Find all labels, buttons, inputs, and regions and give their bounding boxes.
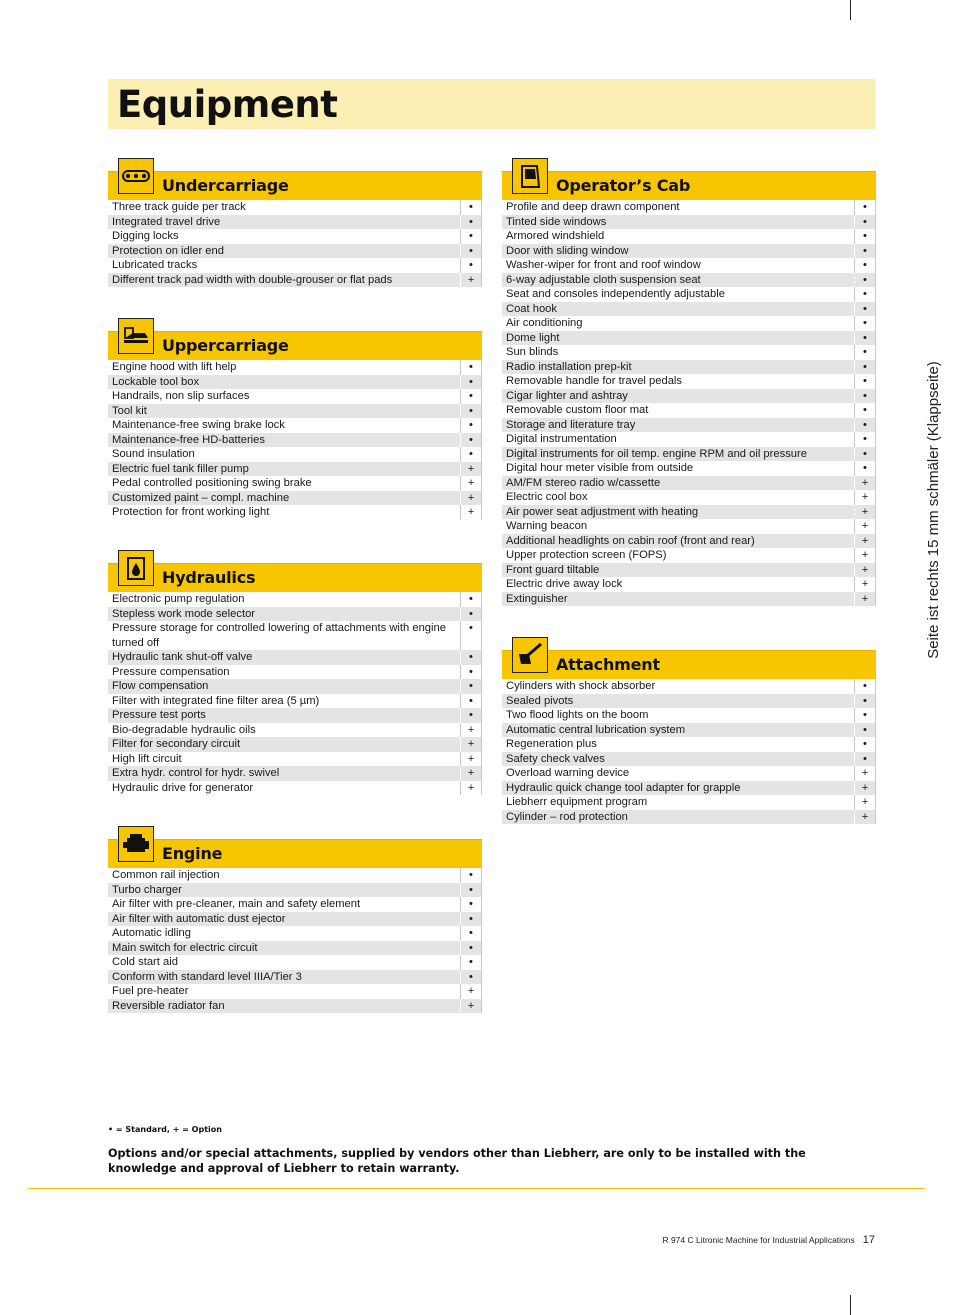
list-item	[108, 752, 481, 767]
list-item	[502, 200, 875, 215]
hydraulic-tank-icon	[118, 550, 154, 586]
item-mark: •	[460, 433, 481, 448]
item-mark: +	[460, 766, 481, 781]
footer	[662, 1234, 875, 1246]
list-item	[502, 694, 875, 709]
uppercarriage-section	[108, 331, 482, 520]
list-item	[108, 418, 481, 433]
engine-list	[108, 868, 482, 1013]
item-label: Lubricated tracks	[108, 258, 460, 273]
uppercarriage-title: Uppercarriage	[162, 336, 289, 355]
list-item	[502, 476, 875, 491]
item-label: Maintenance-free HD-batteries	[108, 433, 460, 448]
item-mark: •	[460, 404, 481, 419]
item-label: Pressure storage for controlled lowering of attachments with engine turned off	[108, 621, 460, 650]
list-item	[108, 244, 481, 259]
item-mark: •	[854, 447, 875, 462]
item-mark: +	[854, 577, 875, 592]
item-label: Seat and consoles independently adjustable	[502, 287, 854, 302]
item-label: Overload warning device	[502, 766, 854, 781]
item-label: Sun blinds	[502, 345, 854, 360]
list-item	[502, 461, 875, 476]
item-mark: +	[854, 476, 875, 491]
attachment-section	[502, 650, 876, 824]
item-mark: •	[460, 708, 481, 723]
list-item	[502, 519, 875, 534]
list-item	[502, 534, 875, 549]
list-item	[108, 723, 481, 738]
item-label: Removable custom floor mat	[502, 403, 854, 418]
item-label: Turbo charger	[108, 883, 460, 898]
item-mark: •	[460, 955, 481, 970]
item-mark: •	[460, 941, 481, 956]
crop-mark-bottom	[850, 1295, 851, 1315]
list-item	[108, 694, 481, 709]
item-label: Protection for front working light	[108, 505, 460, 520]
item-mark: +	[460, 737, 481, 752]
list-item	[108, 273, 481, 288]
item-label: Hydraulic tank shut-off valve	[108, 650, 460, 665]
item-mark: •	[460, 418, 481, 433]
item-mark: •	[460, 258, 481, 273]
item-label: Automatic idling	[108, 926, 460, 941]
item-mark: +	[854, 505, 875, 520]
item-mark: •	[854, 723, 875, 738]
list-item	[108, 897, 481, 912]
item-mark: +	[854, 519, 875, 534]
item-label: Tinted side windows	[502, 215, 854, 230]
item-label: Hydraulic quick change tool adapter for grapple	[502, 781, 854, 796]
item-mark: •	[854, 679, 875, 694]
item-mark: •	[460, 389, 481, 404]
item-mark: •	[854, 694, 875, 709]
item-mark: +	[854, 810, 875, 825]
list-item	[108, 200, 481, 215]
list-item	[108, 229, 481, 244]
item-label: Different track pad width with double-grouser or flat pads	[108, 273, 460, 288]
bucket-attachment-icon	[512, 637, 548, 673]
legend: • = Standard, + = Option	[108, 1125, 222, 1134]
item-label: Digital instrumentation	[502, 432, 854, 447]
item-mark: +	[460, 752, 481, 767]
item-mark: •	[460, 244, 481, 259]
item-mark: •	[854, 200, 875, 215]
list-item	[502, 490, 875, 505]
engine-title: Engine	[162, 844, 223, 863]
item-mark: +	[460, 505, 481, 520]
list-item	[502, 810, 875, 825]
list-item	[502, 781, 875, 796]
item-mark: •	[460, 897, 481, 912]
uppercarriage-header	[108, 331, 482, 360]
uppercarriage-icon	[118, 318, 154, 354]
item-label: Storage and literature tray	[502, 418, 854, 433]
item-label: Pedal controlled positioning swing brake	[108, 476, 460, 491]
list-item	[502, 287, 875, 302]
list-item	[108, 883, 481, 898]
list-item	[502, 447, 875, 462]
item-mark: •	[854, 302, 875, 317]
item-mark: •	[854, 374, 875, 389]
item-label: Extinguisher	[502, 592, 854, 607]
list-item	[502, 795, 875, 810]
item-mark: •	[854, 345, 875, 360]
item-mark: •	[460, 679, 481, 694]
item-mark: •	[854, 258, 875, 273]
list-item	[502, 679, 875, 694]
hydraulics-list	[108, 592, 482, 795]
list-item	[108, 447, 481, 462]
engine-icon	[118, 826, 154, 862]
list-item	[502, 244, 875, 259]
item-mark: •	[854, 752, 875, 767]
list-item	[108, 941, 481, 956]
list-item	[108, 650, 481, 665]
list-item	[108, 491, 481, 506]
title-band	[108, 79, 875, 129]
item-label: Fuel pre-heater	[108, 984, 460, 999]
list-item	[108, 926, 481, 941]
item-label: Cold start aid	[108, 955, 460, 970]
item-label: Upper protection screen (FOPS)	[502, 548, 854, 563]
engine-section	[108, 839, 482, 1013]
item-label: Flow compensation	[108, 679, 460, 694]
item-mark: •	[854, 403, 875, 418]
item-mark: +	[460, 999, 481, 1014]
side-note	[925, 361, 947, 659]
item-mark: +	[460, 984, 481, 999]
hydraulics-title: Hydraulics	[162, 568, 256, 587]
item-label: Customized paint – compl. machine	[108, 491, 460, 506]
item-mark: •	[460, 621, 481, 650]
item-label: Coat hook	[502, 302, 854, 317]
item-label: Lockable tool box	[108, 375, 460, 390]
item-label: Automatic central lubrication system	[502, 723, 854, 738]
list-item	[502, 505, 875, 520]
item-mark: +	[460, 462, 481, 477]
item-label: Three track guide per track	[108, 200, 460, 215]
item-label: Sealed pivots	[502, 694, 854, 709]
item-mark: •	[854, 316, 875, 331]
list-item	[502, 737, 875, 752]
item-label: Stepless work mode selector	[108, 607, 460, 622]
undercarriage-header	[108, 171, 482, 200]
item-label: 6-way adjustable cloth suspension seat	[502, 273, 854, 288]
list-item	[108, 592, 481, 607]
list-item	[108, 375, 481, 390]
attachment-list	[502, 679, 876, 824]
item-label: Reversible radiator fan	[108, 999, 460, 1014]
item-label: Cylinders with shock absorber	[502, 679, 854, 694]
list-item	[502, 258, 875, 273]
item-mark: +	[854, 766, 875, 781]
undercarriage-section	[108, 171, 482, 287]
warranty-note: Options and/or special attachments, supplied by vendors other than Liebherr, are only to be installed with the knowledge and approval of Liebherr to retain warranty.	[108, 1147, 806, 1175]
item-label: Armored windshield	[502, 229, 854, 244]
item-mark: •	[854, 244, 875, 259]
item-mark: +	[854, 563, 875, 578]
item-mark: •	[854, 215, 875, 230]
item-label: Bio-degradable hydraulic oils	[108, 723, 460, 738]
item-label: Conform with standard level IIIA/Tier 3	[108, 970, 460, 985]
list-item	[108, 389, 481, 404]
list-item	[108, 999, 481, 1014]
item-mark: •	[460, 200, 481, 215]
list-item	[502, 374, 875, 389]
item-label: Digging locks	[108, 229, 460, 244]
item-label: Integrated travel drive	[108, 215, 460, 230]
item-mark: +	[854, 781, 875, 796]
item-label: Door with sliding window	[502, 244, 854, 259]
item-mark: •	[460, 868, 481, 883]
item-mark: •	[854, 360, 875, 375]
item-mark: •	[854, 418, 875, 433]
item-label: Filter for secondary circuit	[108, 737, 460, 752]
hydraulics-section	[108, 563, 482, 795]
list-item	[502, 723, 875, 738]
item-label: AM/FM stereo radio w/cassette	[502, 476, 854, 491]
item-label: Digital instruments for oil temp. engine RPM and oil pressure	[502, 447, 854, 462]
item-label: Air conditioning	[502, 316, 854, 331]
item-label: Air filter with pre-cleaner, main and safety element	[108, 897, 460, 912]
item-label: Front guard tiltable	[502, 563, 854, 578]
item-label: Electric fuel tank filler pump	[108, 462, 460, 477]
item-mark: •	[854, 737, 875, 752]
item-mark: •	[460, 665, 481, 680]
list-item	[108, 462, 481, 477]
list-item	[108, 955, 481, 970]
operator-cab-section	[502, 171, 876, 606]
item-label: Washer-wiper for front and roof window	[502, 258, 854, 273]
list-item	[108, 433, 481, 448]
list-item	[108, 781, 481, 796]
item-label: Main switch for electric circuit	[108, 941, 460, 956]
item-mark: +	[460, 781, 481, 796]
list-item	[502, 548, 875, 563]
page-title: Equipment	[117, 83, 338, 126]
item-mark: •	[460, 215, 481, 230]
item-mark: •	[460, 607, 481, 622]
uppercarriage-list	[108, 360, 482, 520]
item-label: Dome light	[502, 331, 854, 346]
list-item	[108, 665, 481, 680]
item-label: Common rail injection	[108, 868, 460, 883]
item-mark: •	[460, 360, 481, 375]
list-item	[108, 679, 481, 694]
item-mark: •	[460, 447, 481, 462]
undercarriage-title: Undercarriage	[162, 176, 289, 195]
item-mark: •	[854, 273, 875, 288]
item-label: Pressure test ports	[108, 708, 460, 723]
list-item	[502, 331, 875, 346]
item-mark: +	[460, 273, 481, 288]
item-mark: •	[854, 287, 875, 302]
list-item	[108, 970, 481, 985]
item-mark: •	[460, 229, 481, 244]
item-mark: +	[854, 795, 875, 810]
item-mark: •	[460, 926, 481, 941]
list-item	[502, 708, 875, 723]
item-label: Liebherr equipment program	[502, 795, 854, 810]
list-item	[108, 621, 481, 650]
item-label: Hydraulic drive for generator	[108, 781, 460, 796]
item-label: Tool kit	[108, 404, 460, 419]
engine-header	[108, 839, 482, 868]
item-label: Electric drive away lock	[502, 577, 854, 592]
footer-text: R 974 C Litronic Machine for Industrial Applications	[662, 1235, 855, 1245]
item-label: Electric cool box	[502, 490, 854, 505]
list-item	[108, 737, 481, 752]
list-item	[502, 563, 875, 578]
item-mark: +	[854, 534, 875, 549]
item-mark: •	[460, 375, 481, 390]
list-item	[502, 345, 875, 360]
item-mark: +	[460, 723, 481, 738]
item-mark: •	[460, 592, 481, 607]
list-item	[502, 215, 875, 230]
footer-rule	[28, 1188, 925, 1189]
crop-mark-top	[850, 0, 851, 20]
operator-cab-list	[502, 200, 876, 606]
item-label: Additional headlights on cabin roof (front and rear)	[502, 534, 854, 549]
undercarriage-list	[108, 200, 482, 287]
item-label: Maintenance-free swing brake lock	[108, 418, 460, 433]
item-label: Cylinder – rod protection	[502, 810, 854, 825]
item-mark: •	[854, 432, 875, 447]
item-label: Regeneration plus	[502, 737, 854, 752]
page-number: 17	[862, 1234, 875, 1246]
list-item	[502, 418, 875, 433]
item-label: Two flood lights on the boom	[502, 708, 854, 723]
list-item	[502, 752, 875, 767]
list-item	[108, 505, 481, 520]
list-item	[108, 476, 481, 491]
item-label: Profile and deep drawn component	[502, 200, 854, 215]
list-item	[108, 360, 481, 375]
item-mark: •	[460, 694, 481, 709]
list-item	[502, 360, 875, 375]
item-label: Engine hood with lift help	[108, 360, 460, 375]
item-mark: •	[854, 331, 875, 346]
item-mark: •	[460, 650, 481, 665]
item-mark: •	[460, 883, 481, 898]
item-mark: +	[460, 476, 481, 491]
list-item	[108, 766, 481, 781]
list-item	[502, 316, 875, 331]
list-item	[108, 404, 481, 419]
operator-cab-icon	[512, 158, 548, 194]
list-item	[502, 273, 875, 288]
list-item	[108, 984, 481, 999]
item-mark: •	[854, 389, 875, 404]
item-mark: •	[460, 970, 481, 985]
item-mark: +	[854, 548, 875, 563]
item-label: Air power seat adjustment with heating	[502, 505, 854, 520]
item-label: Digital hour meter visible from outside	[502, 461, 854, 476]
item-label: Air filter with automatic dust ejector	[108, 912, 460, 927]
list-item	[108, 215, 481, 230]
hydraulics-header	[108, 563, 482, 592]
side-note-text: Seite ist rechts 15 mm schmäler (Klappseite)	[925, 361, 942, 659]
item-label: Handrails, non slip surfaces	[108, 389, 460, 404]
crawler-track-icon	[118, 158, 154, 194]
item-label: Electronic pump regulation	[108, 592, 460, 607]
item-label: Filter with integrated fine filter area (5 µm)	[108, 694, 460, 709]
item-label: Safety check valves	[502, 752, 854, 767]
list-item	[502, 302, 875, 317]
item-mark: +	[854, 592, 875, 607]
item-mark: •	[854, 229, 875, 244]
attachment-title: Attachment	[556, 655, 660, 674]
list-item	[108, 912, 481, 927]
list-item	[108, 258, 481, 273]
item-label: Cigar lighter and ashtray	[502, 389, 854, 404]
item-label: Protection on idler end	[108, 244, 460, 259]
attachment-header	[502, 650, 876, 679]
item-label: Radio installation prep-kit	[502, 360, 854, 375]
item-mark: +	[460, 491, 481, 506]
list-item	[502, 229, 875, 244]
list-item	[502, 432, 875, 447]
item-label: Removable handle for travel pedals	[502, 374, 854, 389]
list-item	[108, 607, 481, 622]
list-item	[502, 577, 875, 592]
item-mark: •	[460, 912, 481, 927]
list-item	[502, 766, 875, 781]
item-mark: •	[854, 708, 875, 723]
list-item	[108, 708, 481, 723]
item-label: High lift circuit	[108, 752, 460, 767]
item-label: Warning beacon	[502, 519, 854, 534]
item-mark: •	[854, 461, 875, 476]
list-item	[108, 868, 481, 883]
item-mark: +	[854, 490, 875, 505]
list-item	[502, 389, 875, 404]
operator-cab-header	[502, 171, 876, 200]
list-item	[502, 403, 875, 418]
operator-cab-title: Operator’s Cab	[556, 176, 691, 195]
item-label: Extra hydr. control for hydr. swivel	[108, 766, 460, 781]
item-label: Sound insulation	[108, 447, 460, 462]
item-label: Pressure compensation	[108, 665, 460, 680]
list-item	[502, 592, 875, 607]
